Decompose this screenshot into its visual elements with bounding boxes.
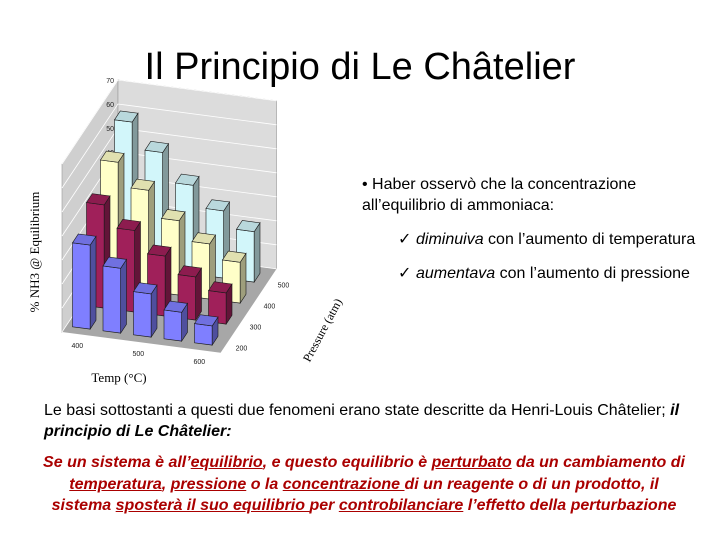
intro-text: Le basi sottostanti a questi due fenomeni erano state descritte da Henri-Louis Châtelier; bbox=[44, 402, 671, 419]
chart-x-tick-label: 500 bbox=[132, 351, 145, 358]
principle-keyword: controbilanciare bbox=[338, 497, 464, 514]
chart-z-tick-label: 500 bbox=[277, 282, 290, 290]
principle-text: , bbox=[161, 475, 171, 493]
chatelier-intro bbox=[44, 400, 704, 442]
chart-z-axis-label: Pressure (atm) bbox=[299, 296, 345, 365]
chart-bar bbox=[164, 301, 188, 341]
haber-observations bbox=[362, 174, 702, 284]
chart-y-tick-label: 50 bbox=[106, 126, 114, 133]
checkmark-icon: ✓ bbox=[398, 231, 412, 248]
chart-z-tick-label: 400 bbox=[263, 303, 276, 311]
chart-x-tick-label: 600 bbox=[193, 359, 206, 366]
check-item-pressure bbox=[398, 263, 702, 284]
checkmark-icon: ✓ bbox=[398, 265, 412, 282]
chart-z-tick-label: 300 bbox=[249, 324, 262, 332]
slide-title: Il Principio di Le Châtelier bbox=[144, 46, 576, 88]
chart-y-tick-label: 60 bbox=[106, 102, 114, 109]
chart-x-tick-label: 400 bbox=[71, 343, 84, 350]
chart-x-axis-label: Temp (°C) bbox=[91, 370, 147, 385]
chart-bar bbox=[195, 315, 219, 345]
nh3-equilibrium-3d-bar-chart bbox=[24, 78, 360, 390]
principle-text: l’effetto della perturbazione bbox=[463, 497, 677, 514]
chart-z-tick-label: 200 bbox=[235, 345, 248, 353]
principle-text: Se un sistema è all’ bbox=[43, 454, 191, 471]
principle-text: , e questo equilibrio è bbox=[262, 454, 432, 471]
principle-keyword: pressione bbox=[170, 475, 247, 493]
chart-y-axis-label: % NH3 @ Equilibrium bbox=[27, 191, 42, 313]
principle-keyword: temperatura bbox=[69, 475, 162, 493]
check-item-emphasis: diminuiva bbox=[416, 231, 484, 248]
check-item-text: con l’aumento di temperatura bbox=[483, 231, 696, 248]
principle-text: da un cambiamento di bbox=[511, 454, 685, 471]
chart-y-tick-label: 70 bbox=[106, 78, 114, 85]
principle-keyword: sposterà il suo equilibrio bbox=[115, 497, 310, 514]
principle-statement bbox=[38, 452, 690, 517]
principle-name: il principio di Le Châtelier: bbox=[44, 402, 680, 440]
chart-bar bbox=[134, 283, 158, 337]
principle-text: per bbox=[309, 497, 339, 514]
principle-keyword: perturbato bbox=[431, 454, 512, 471]
chart-bar bbox=[73, 234, 97, 329]
chart-bar bbox=[103, 257, 127, 333]
bullet-haber: • Haber osservò che la concentrazione all’equilibrio di ammoniaca: bbox=[362, 176, 637, 214]
principle-text: di un reagente o di un prodotto, il sistema bbox=[51, 475, 659, 514]
check-item-text: con l’aumento di pressione bbox=[495, 265, 690, 282]
principle-keyword: equilibrio bbox=[190, 454, 263, 471]
principle-keyword: concentrazione bbox=[282, 475, 405, 493]
principle-text: o la bbox=[246, 475, 283, 493]
check-item-temperature bbox=[398, 229, 702, 250]
check-item-emphasis: aumentava bbox=[416, 265, 496, 282]
chart-canvas bbox=[24, 78, 360, 390]
